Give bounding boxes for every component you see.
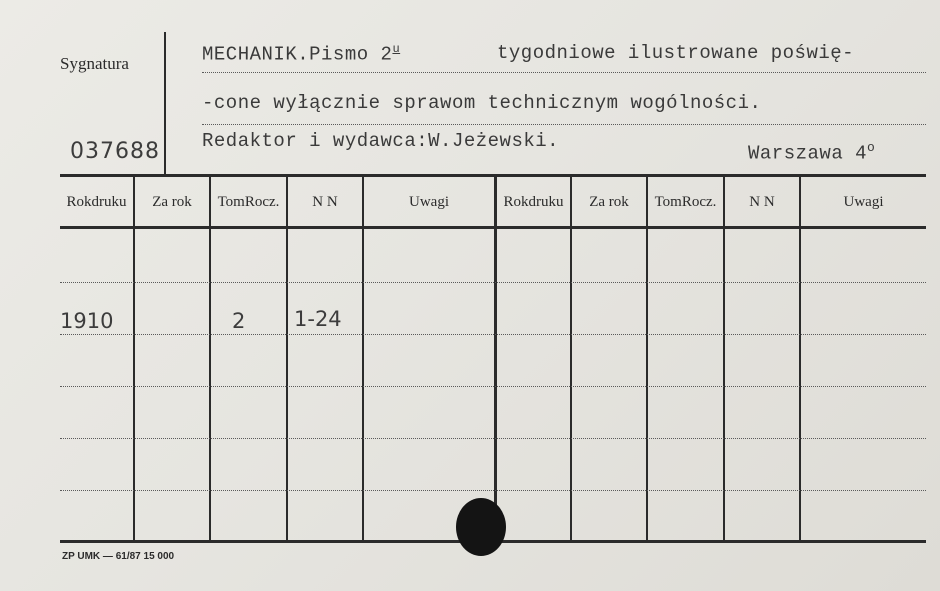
row-dotline-2 <box>60 334 926 335</box>
col-line-8 <box>723 176 725 542</box>
signature-label: Sygnatura <box>60 54 129 73</box>
table-cell-rok-druku: 1910 <box>60 309 114 333</box>
table-header-border <box>60 226 926 229</box>
row-dotline-1 <box>60 282 926 283</box>
header-za-rok-2: Za rok <box>589 193 629 210</box>
col-line-3 <box>286 176 288 542</box>
title-superscript: u <box>392 42 401 56</box>
col-line-7 <box>646 176 648 542</box>
title-line-1 <box>202 42 400 65</box>
col-line-5 <box>494 176 497 542</box>
col-line-4 <box>362 176 364 542</box>
row-dotline-4 <box>60 438 926 439</box>
header-rok-druku: Rok druku <box>66 193 127 210</box>
signature-divider <box>164 32 166 175</box>
header-uwagi-2: Uwagi <box>843 193 884 210</box>
col-line-2 <box>209 176 211 542</box>
place-text: Warszawa 4 <box>748 142 868 165</box>
place-of-publication <box>748 140 875 164</box>
header-uwagi: Uwagi <box>409 193 449 210</box>
title-line-3: Redaktor i wydawca:W.Jeżewski. <box>202 130 560 152</box>
header-tom-rocz: Tom Rocz. <box>217 193 280 210</box>
footer-print-code: ZP UMK — 61/87 15 000 <box>62 551 175 562</box>
header-rok-druku-2: Rok druku <box>503 193 564 210</box>
place-superscript: o <box>867 140 876 155</box>
title-dotline-2 <box>202 124 926 125</box>
punch-hole <box>456 498 506 556</box>
header-za-rok: Za rok <box>152 193 192 210</box>
title-dotline-1 <box>202 72 926 73</box>
table-cell-nn: 1-24 <box>294 307 342 331</box>
title-line-2: -cone wyłącznie sprawom technicznym wogólności. <box>202 92 762 114</box>
col-line-9 <box>799 176 801 542</box>
table-cell-tom: 2 <box>232 309 246 333</box>
title-part-1: MECHANIK.Pismo 2 <box>202 43 393 66</box>
row-dotline-5 <box>60 490 926 491</box>
title-line-1-rest: tygodniowe ilustrowane poświę- <box>497 42 855 64</box>
col-line-6 <box>570 176 572 542</box>
col-line-1 <box>133 176 135 542</box>
header-nn: N N <box>312 193 338 210</box>
table-top-border <box>60 174 926 177</box>
row-dotline-3 <box>60 386 926 387</box>
header-tom-rocz-2: Tom Rocz. <box>654 193 717 210</box>
header-nn-2: N N <box>749 193 775 210</box>
signature-number: 037688 <box>70 139 160 164</box>
